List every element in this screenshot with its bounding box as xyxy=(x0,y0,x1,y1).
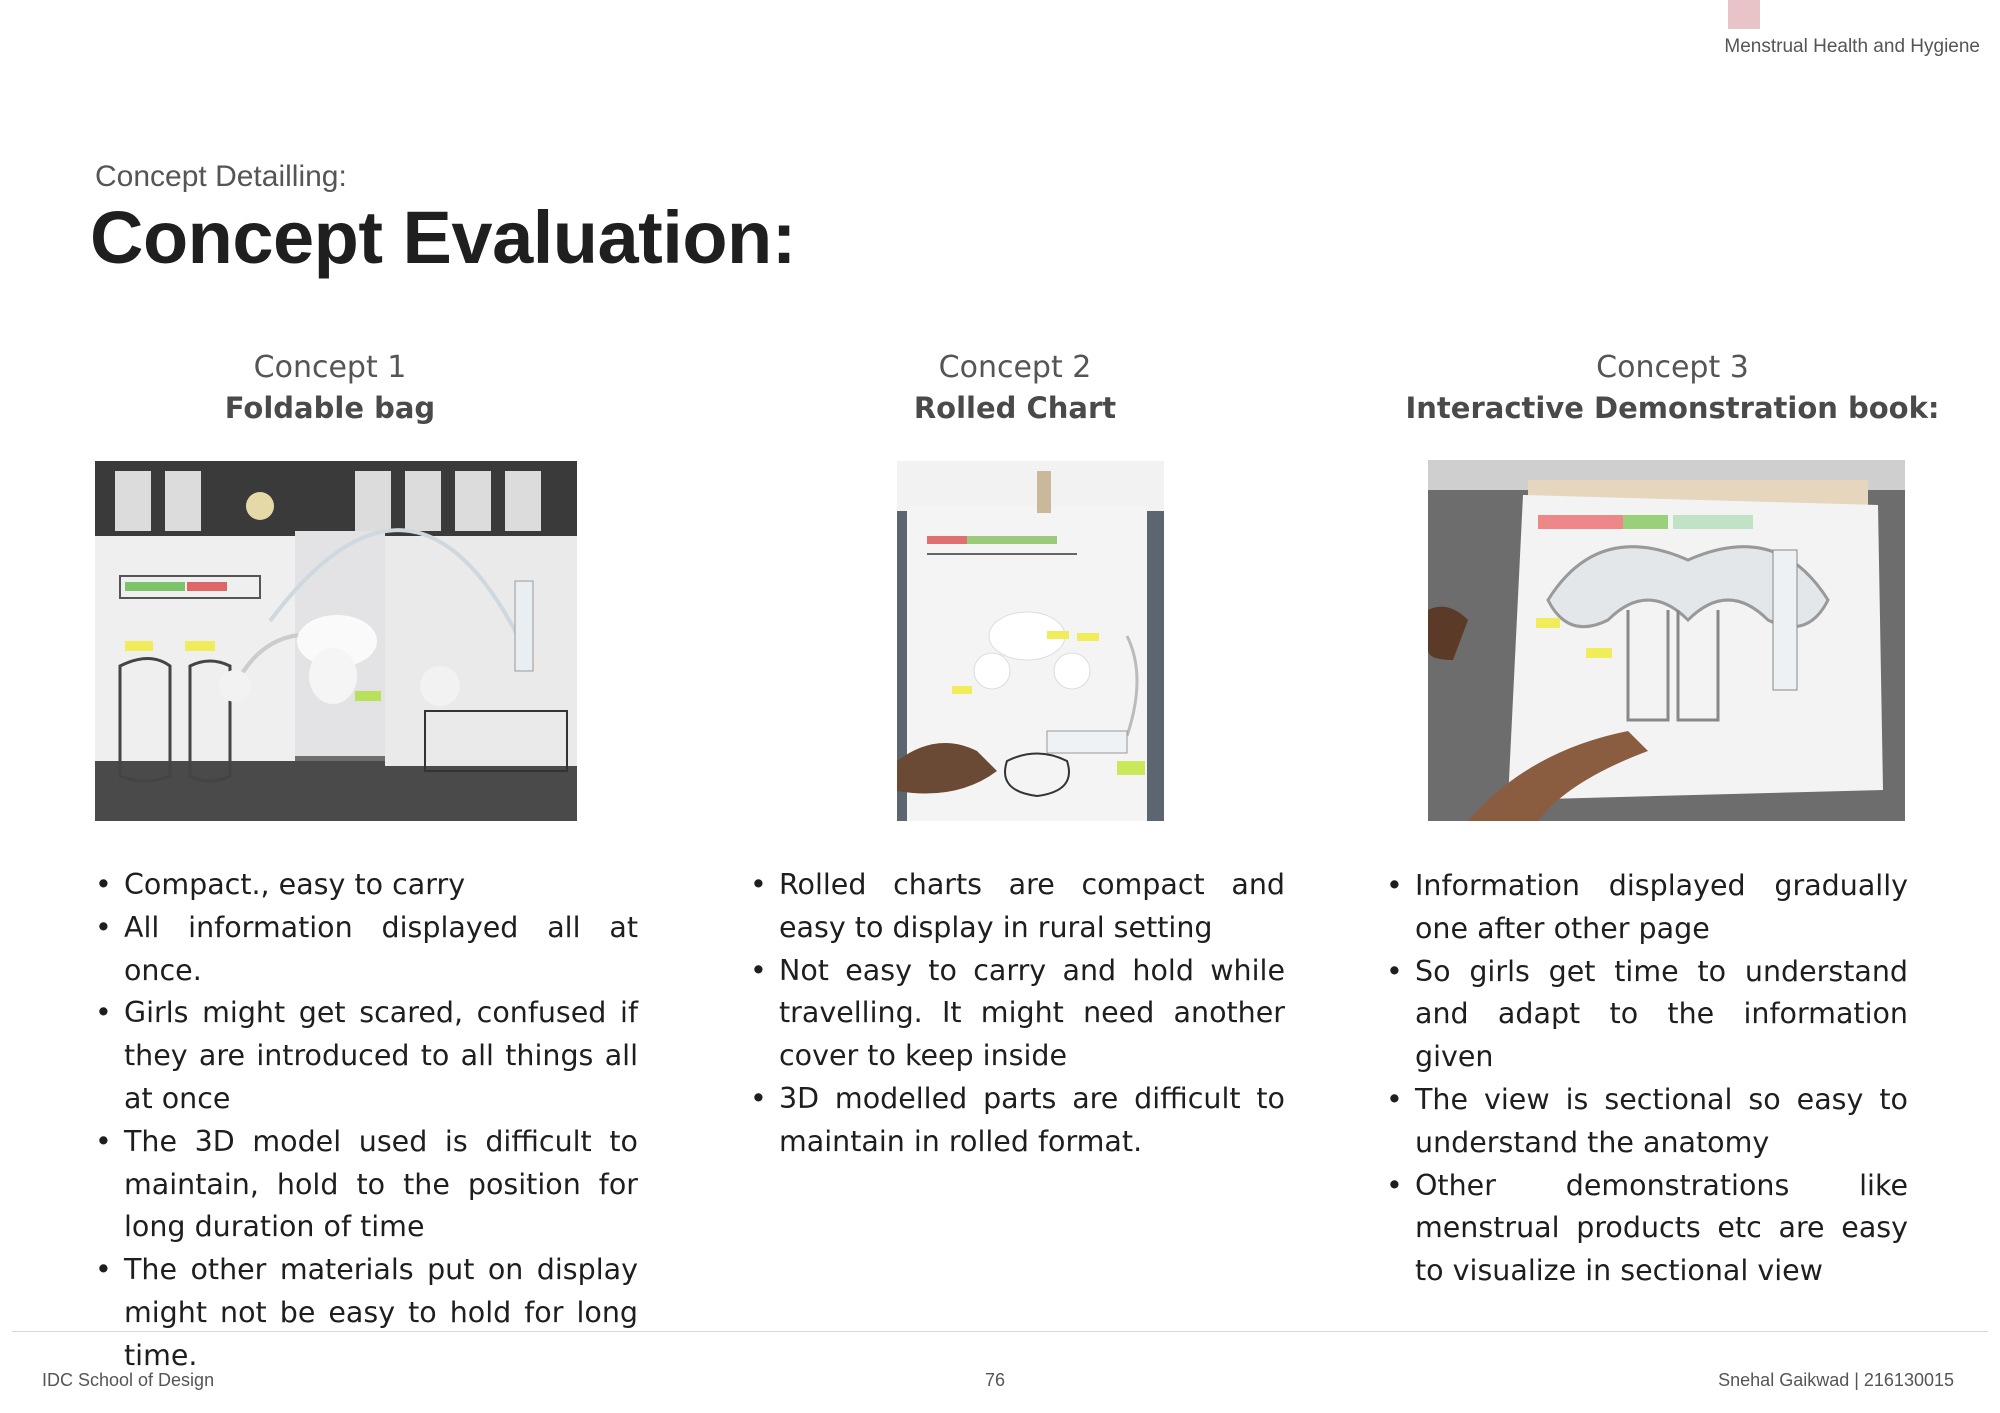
concept-3-name: Interactive Demonstration book: xyxy=(1405,391,1940,425)
concept-3-number: Concept 3 xyxy=(1596,350,1749,385)
footer-divider xyxy=(12,1331,1988,1332)
list-item: • Information displayed gradually one after other page xyxy=(1386,865,1908,951)
list-item: • All information displayed all at once. xyxy=(95,907,638,993)
concept-1-points xyxy=(95,864,638,1378)
concept-2-number: Concept 2 xyxy=(938,350,1092,385)
concept-1-heading xyxy=(95,350,565,425)
list-item: • The other materials put on display might not be easy to hold for long time. xyxy=(95,1249,638,1377)
header-accent-tab xyxy=(1728,0,1760,29)
concept-1-photo xyxy=(95,461,577,821)
concept-3-heading xyxy=(1400,350,1945,425)
project-title: Menstrual Health and Hygiene xyxy=(1724,36,1980,57)
footer-page-number: 76 xyxy=(985,1370,1006,1390)
concept-1-number: Concept 1 xyxy=(253,350,407,385)
concept-2-heading xyxy=(780,350,1250,425)
page-title: Concept Evaluation: xyxy=(90,196,796,279)
list-item: • Compact., easy to carry xyxy=(95,864,638,907)
concept-1-name: Foldable bag xyxy=(224,391,436,425)
concept-2-name: Rolled Chart xyxy=(913,391,1117,425)
list-item: • Not easy to carry and hold while travelling. It might need another cover to keep inside xyxy=(750,950,1285,1078)
list-item: • The 3D model used is difficult to maintain, hold to the position for long duration of time xyxy=(95,1121,638,1249)
list-item: • Rolled charts are compact and easy to display in rural setting xyxy=(750,864,1285,950)
list-item: • So girls get time to understand and adapt to the information given xyxy=(1386,951,1908,1079)
concept-3-photo xyxy=(1428,460,1905,821)
list-item: • Other demonstrations like menstrual products etc are easy to visualize in sectional view xyxy=(1386,1165,1908,1293)
list-item: • The view is sectional so easy to understand the anatomy xyxy=(1386,1079,1908,1165)
list-item: • Girls might get scared, confused if they are introduced to all things all at once xyxy=(95,992,638,1120)
footer-author: Snehal Gaikwad | 216130015 xyxy=(1718,1370,1954,1390)
footer-institution: IDC School of Design xyxy=(42,1370,215,1390)
concept-2-photo xyxy=(897,461,1164,821)
concept-3-points xyxy=(1386,865,1908,1293)
list-item: • 3D modelled parts are difficult to maintain in rolled format. xyxy=(750,1078,1285,1164)
section-label: Concept Detailling: xyxy=(95,160,347,193)
concept-2-points xyxy=(750,864,1285,1164)
